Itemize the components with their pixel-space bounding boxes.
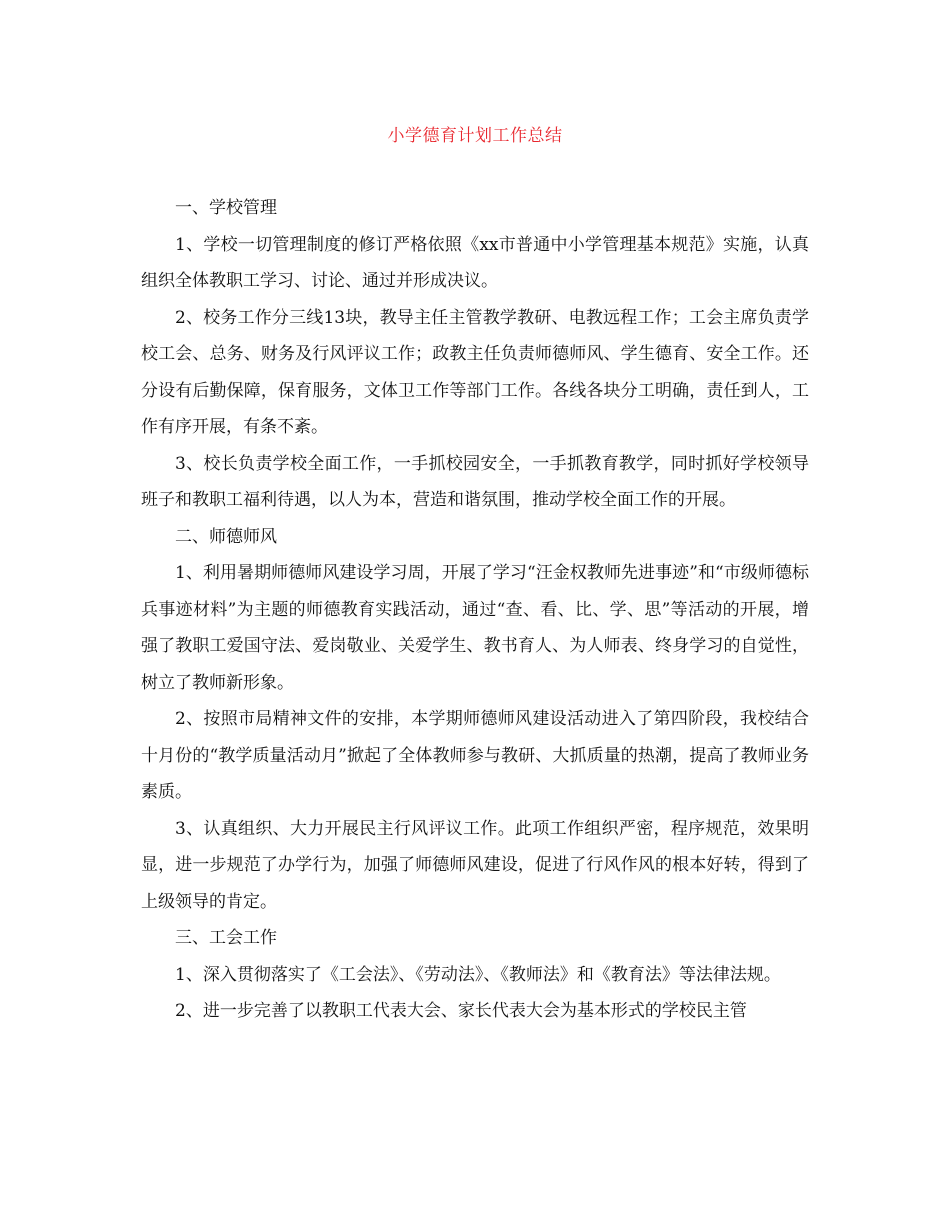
paragraph: 1、深入贯彻落实了《工会法》、《劳动法》、《教师法》和《教育法》等法律法规。 bbox=[175, 964, 781, 985]
document-title: 小学德育计划工作总结 bbox=[387, 126, 563, 146]
section-heading-teacher-ethics: 二、师德师风 bbox=[175, 526, 277, 547]
paragraph: 1、利用暑期师德师风建设学习周，开展了学习“汪金权教师先进事迹”和“市级师德标兵事迹材料”为主题的师德教育实践活动，通过“查、看、比、学、思”等活动的开展，增强了教职工爱国守法、爱岗敬业、关爱学生、教书育人、为人师表、终身学习的自觉性，树立了教师新形象。 bbox=[141, 563, 809, 693]
paragraph: 2、校务工作分三线13块，教导主任主管教学教研、电教远程工作；工会主席负责学校工会、总务、财务及行风评议工作；政教主任负责师德师风、学生德育、安全工作。还分设有后勤保障，保育服务，文体卫工作等部门工作。各线各块分工明确，责任到人，工作有序开展，有条不紊。 bbox=[141, 307, 809, 437]
paragraph: 2、按照市局精神文件的安排，本学期师德师风建设活动进入了第四阶段，我校结合十月份的“教学质量活动月”掀起了全体教师参与教研、大抓质量的热潮，提高了教师业务素质。 bbox=[141, 709, 809, 802]
paragraph: 2、进一步完善了以教职工代表大会、家长代表大会为基本形式的学校民主管 bbox=[175, 1001, 747, 1021]
paragraph: 1、学校一切管理制度的修订严格依照《xx市普通中小学管理基本规范》实施，认真组织全体教职工学习、讨论、通过并形成决议。 bbox=[141, 234, 809, 291]
section-heading-union-work: 三、工会工作 bbox=[175, 928, 277, 948]
paragraph: 3、认真组织、大力开展民主行风评议工作。此项工作组织严密，程序规范，效果明显，进一步规范了办学行为，加强了师德师风建设，促进了行风作风的根本好转，得到了上级领导的肯定。 bbox=[141, 818, 809, 912]
section-heading-school-management: 一、学校管理 bbox=[175, 198, 277, 218]
document-body bbox=[141, 190, 809, 1030]
paragraph: 3、校长负责学校全面工作，一手抓校园安全，一手抓教育教学，同时抓好学校领导班子和教职工福利待遇，以人为本，营造和谐氛围，推动学校全面工作的开展。 bbox=[141, 453, 809, 510]
